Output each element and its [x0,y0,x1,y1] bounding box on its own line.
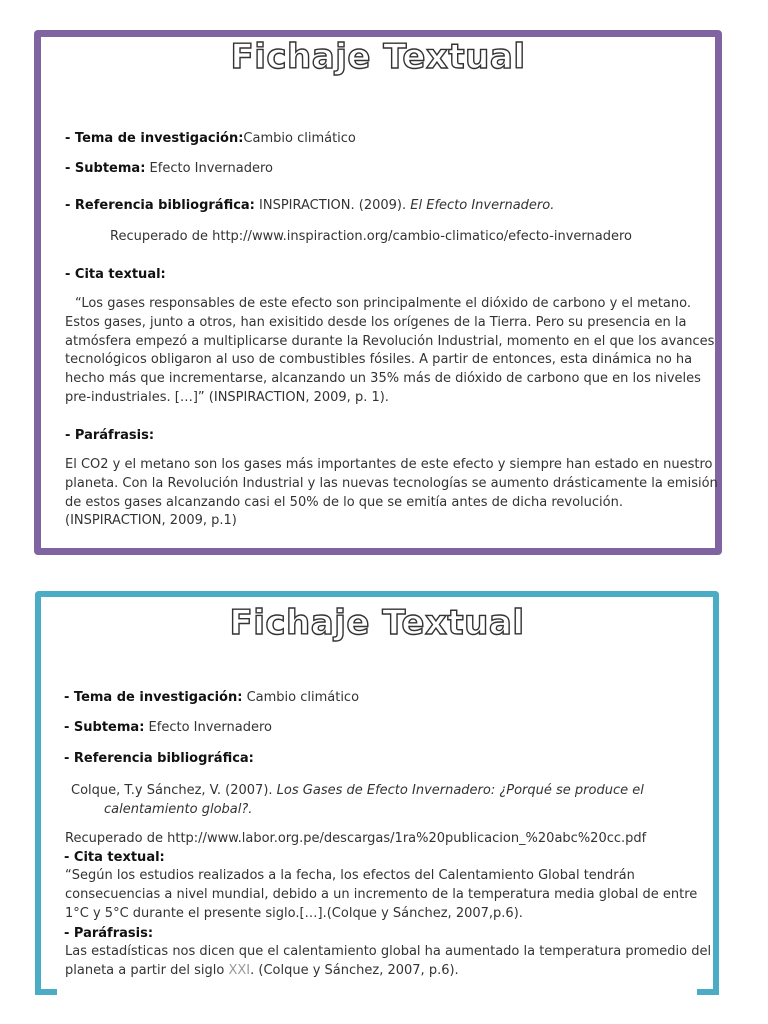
tema-label: - Tema de investigación: [65,131,244,146]
border-corner-bottom-right [697,989,719,995]
parafrasis-heading [64,924,153,943]
parafrasis-line: (INSPIRACTION, 2009, p.1) [65,513,237,529]
cita-line: atmósfera empezó a multiplicarse durante la Revolución Industrial, momento en el que los avances [65,333,715,349]
referencia-title: Los Gases de Efecto Invernadero: ¿Porqué se produce el [276,783,644,798]
cita-line: pre-industriales. […]” (INSPIRACTION, 2009, p. 1). [65,389,389,405]
subtema-label: - Subtema: [64,720,145,735]
parafrasis-label: - Paráfrasis: [65,428,155,443]
border-corner-bottom-left [35,989,57,995]
referencia-label: - Referencia bibliográfica: [64,751,254,766]
referencia-row [65,196,554,215]
parafrasis-line: Las estadísticas nos dicen que el calentamiento global ha aumentado la temperatura promedio del [65,944,712,959]
parafrasis-line: El CO2 y el metano son los gases más importantes de este efecto y siempre han estado en nuestro [65,457,713,472]
card-title: Fichaje Textual [230,37,526,77]
cita-label: - Cita textual: [64,850,165,865]
tema-value: Cambio climático [243,131,356,146]
referencia-entry-cont [104,800,252,819]
parafrasis-seg: planeta a partir del siglo [65,962,229,978]
referencia-label: - Referencia bibliográfica: [65,198,255,213]
fichaje-card-1 [34,30,722,555]
subtema-value: Efecto Invernadero [149,161,274,176]
subtema-row [65,159,273,178]
parafrasis-heading [65,426,154,445]
cita-heading [65,265,166,284]
parafrasis-line: de estos gases alcanzando casi el 50% de lo que se emitía antes de dicha revolución. [65,494,623,510]
recuperado-link[interactable]: Recuperado de http://www.inspiraction.org/cambio-climatico/efecto-invernadero [110,229,633,244]
cita-line: “Según los estudios realizados a la fecha, los efectos del Calentamiento Global tendrán [65,868,635,883]
referencia-row [64,749,254,768]
tema-row [64,688,359,707]
cita-label: - Cita textual: [65,267,166,282]
cita-heading [64,848,165,867]
tema-value: Cambio climático [246,690,360,705]
card-title: Fichaje Textual [229,603,525,643]
cita-line: “Los gases responsables de este efecto son principalmente el dióxido de carbono y el metano. [75,296,691,311]
parafrasis-label: - Paráfrasis: [64,926,154,941]
subtema-label: - Subtema: [65,161,146,176]
parafrasis-line [65,962,711,981]
cita-line: tecnológicos obligaron al uso de combustibles fósiles. A partir de entonces, esta dinámica no ha [65,352,693,368]
referencia-title: El Efecto Invernadero. [410,198,555,213]
tema-label: - Tema de investigación: [64,690,243,705]
referencia-text: INSPIRACTION. (2009). [259,198,407,213]
cita-text [65,867,697,923]
tema-row [65,129,356,148]
subtema-row [64,718,272,737]
cita-text [65,295,714,408]
parafrasis-line: planeta. Con la Revolución Industrial y las nuevas tecnologías se aumento drásticamente la emisión [65,475,718,491]
referencia-entry [71,781,644,800]
recuperado-link[interactable]: Recuperado de http://www.labor.org.pe/descargas/1ra%20publicacion_%20abc%20cc.pdf [65,831,647,846]
referencia-text: Colque, T.y Sánchez, V. (2007). [71,783,273,798]
parafrasis-text [65,943,711,981]
referencia-title-cont: calentamiento global?. [104,802,253,817]
parafrasis-seg: . (Colque y Sánchez, 2007, p.6). [250,962,459,978]
parafrasis-century: XXI [228,962,251,978]
cita-line: consecuencias a nivel mundial, debido a un incremento de la temperatura media global de entre [65,886,698,902]
cita-line: 1°C y 5°C durante el presente siglo.[…].(Colque y Sánchez, 2007,p.6). [65,905,523,921]
subtema-value: Efecto Invernadero [148,720,273,735]
fichaje-card-2 [35,591,719,989]
cita-line: Estos gases, junto a otros, han exisitido desde los orígenes de la Tierra. Pero su presencia en la [65,314,687,330]
cita-line: hecho más que incrementarse, alcanzando un 35% más de dióxido de carbono que en los niveles [65,371,701,387]
parafrasis-text [65,456,718,531]
